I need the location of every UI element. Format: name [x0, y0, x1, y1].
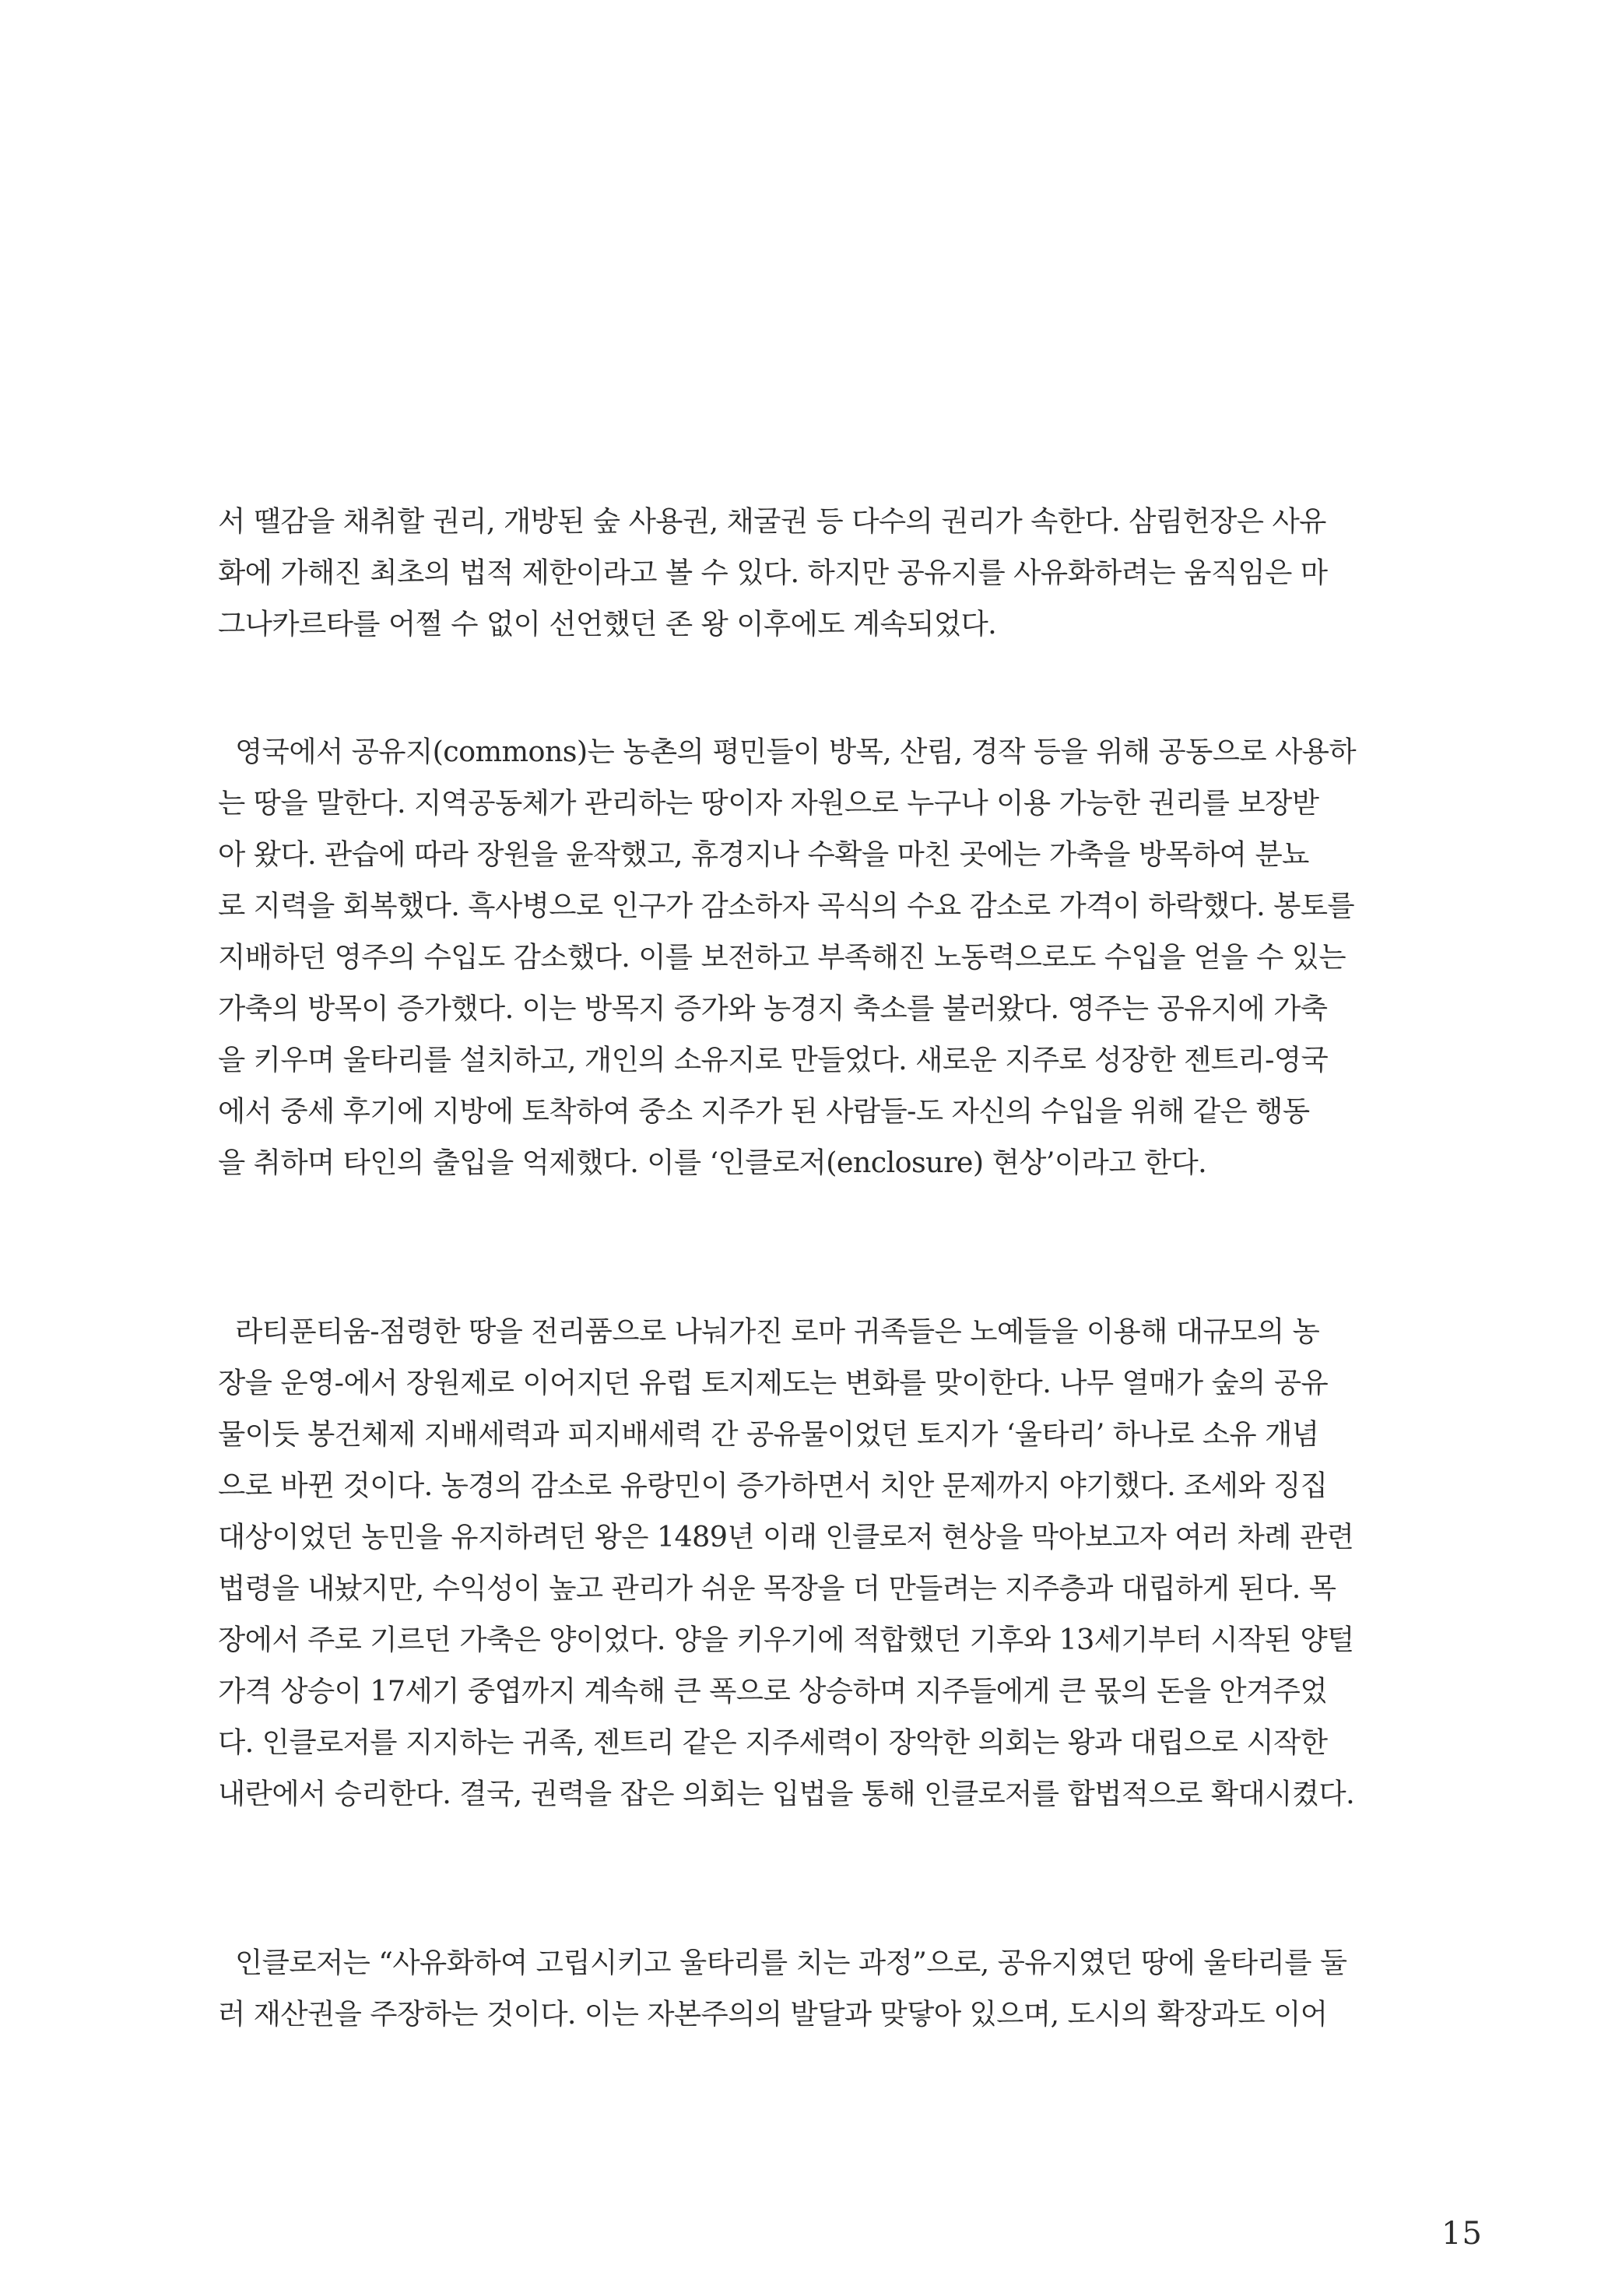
paragraph-2 — [218, 726, 1392, 1188]
text-line: 으로 바뀐 것이다. 농경의 감소로 유랑민이 증가하면서 치안 문제까지 야기했다. 조세와 징집 — [218, 1469, 1328, 1502]
text-line: 지배하던 영주의 수입도 감소했다. 이를 보전하고 부족해진 노동력으로도 수입을 얻을 수 있는 — [218, 940, 1346, 974]
text-line: 서 땔감을 채취할 권리, 개방된 숲 사용권, 채굴권 등 다수의 권리가 속한다. 삼림헌장은 사유 — [218, 504, 1326, 538]
paragraph-4 — [218, 1937, 1392, 2040]
paragraph-1 — [218, 496, 1392, 650]
paragraph-3 — [218, 1306, 1392, 1820]
text-line: 물이듯 봉건체제 지배세력과 피지배세력 간 공유물이었던 토지가 ‘울타리’ 하나로 소유 개념 — [218, 1417, 1319, 1451]
text-line: 내란에서 승리한다. 결국, 권력을 잡은 의회는 입법을 통해 인클로저를 합법적으로 확대시켰다. — [218, 1777, 1355, 1810]
text-line: 가격 상승이 17세기 중엽까지 계속해 큰 폭으로 상승하며 지주들에게 큰 몫의 돈을 안겨주었 — [218, 1674, 1327, 1708]
text-line: 장을 운영-에서 장원제로 이어지던 유럽 토지제도는 변화를 맞이한다. 나무 열매가 숲의 공유 — [218, 1366, 1329, 1399]
text-line: 영국에서 공유지(commons)는 농촌의 평민들이 방목, 산림, 경작 등을 위해 공동으로 사용하 — [235, 735, 1357, 768]
text-line: 라티푼티움-점령한 땅을 전리품으로 나눠가진 로마 귀족들은 노예들을 이용해 대규모의 농 — [235, 1315, 1320, 1348]
page-number: 15 — [1441, 2216, 1483, 2252]
text-line: 장에서 주로 기르던 가축은 양이었다. 양을 키우기에 적합했던 기후와 13세기부터 시작된 양털 — [218, 1623, 1354, 1656]
text-line: 다. 인클로저를 지지하는 귀족, 젠트리 같은 지주세력이 장악한 의회는 왕과 대립으로 시작한 — [218, 1726, 1328, 1759]
text-line: 을 취하며 타인의 출입을 억제했다. 이를 ‘인클로저(enclosure) 현상’이라고 한다. — [218, 1146, 1207, 1179]
text-line: 로 지력을 회복했다. 흑사병으로 인구가 감소하자 곡식의 수요 감소로 가격이 하락했다. 봉토를 — [218, 889, 1355, 922]
text-line: 화에 가해진 최초의 법적 제한이라고 볼 수 있다. 하지만 공유지를 사유화하려는 움직임은 마 — [218, 556, 1328, 589]
text-line: 인클로저는 “사유화하여 고립시키고 울타리를 치는 과정”으로, 공유지였던 땅에 울타리를 둘 — [235, 1946, 1347, 1979]
text-line: 법령을 내놨지만, 수익성이 높고 관리가 쉬운 목장을 더 만들려는 지주층과 대립하게 된다. 목 — [218, 1571, 1336, 1605]
text-line: 대상이었던 농민을 유지하려던 왕은 1489년 이래 인클로저 현상을 막아보고자 여러 차례 관련 — [218, 1520, 1354, 1553]
text-line: 아 왔다. 관습에 따라 장원을 윤작했고, 휴경지나 수확을 마친 곳에는 가축을 방목하여 분뇨 — [218, 837, 1309, 871]
text-line: 을 키우며 울타리를 설치하고, 개인의 소유지로 만들었다. 새로운 지주로 성장한 젠트리-영국 — [218, 1043, 1329, 1076]
text-line: 가축의 방목이 증가했다. 이는 방목지 증가와 농경지 축소를 불러왔다. 영주는 공유지에 가축 — [218, 992, 1328, 1025]
text-line: 는 땅을 말한다. 지역공동체가 관리하는 땅이자 자원으로 누구나 이용 가능한 권리를 보장받 — [218, 786, 1319, 820]
text-line: 러 재산권을 주장하는 것이다. 이는 자본주의의 발달과 맞닿아 있으며, 도시의 확장과도 이어 — [218, 1997, 1328, 2031]
text-line: 그나카르타를 어쩔 수 없이 선언했던 존 왕 이후에도 계속되었다. — [218, 607, 997, 641]
text-line: 에서 중세 후기에 지방에 토착하여 중소 지주가 된 사람들-도 자신의 수입을 위해 같은 행동 — [218, 1094, 1310, 1128]
